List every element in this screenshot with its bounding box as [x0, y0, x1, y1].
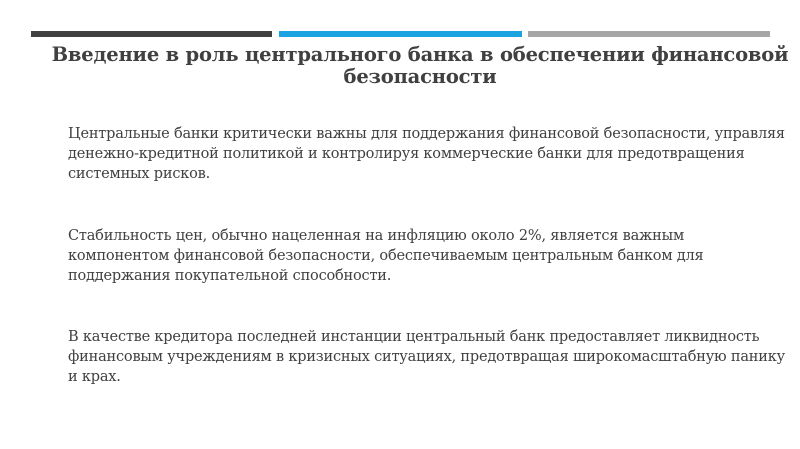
header-bar-gray	[528, 31, 770, 37]
header-bar-dark	[31, 31, 272, 37]
slide-title: Введение в роль центрального банка в обеспечении финансовой безопасности	[51, 43, 789, 88]
paragraph-3: В качестве кредитора последней инстанции центральный банк предоставляет ликвидность финансовым учреждениям в кризисных ситуациях, предотвращая широкомасштабную панику и крах.	[68, 329, 785, 385]
paragraph-1: Центральные банки критически важны для поддержания финансовой безопасности, управляя денежно-кредитной политикой и контролируя коммерческие банки для предотвращения системных рисков.	[68, 126, 785, 182]
header-bar-blue	[279, 31, 522, 37]
paragraph-2: Стабильность цен, обычно нацеленная на инфляцию около 2%, является важным компонентом финансовой безопасности, обеспечиваемым центральным банком для поддержания покупательной способности.	[68, 228, 704, 284]
